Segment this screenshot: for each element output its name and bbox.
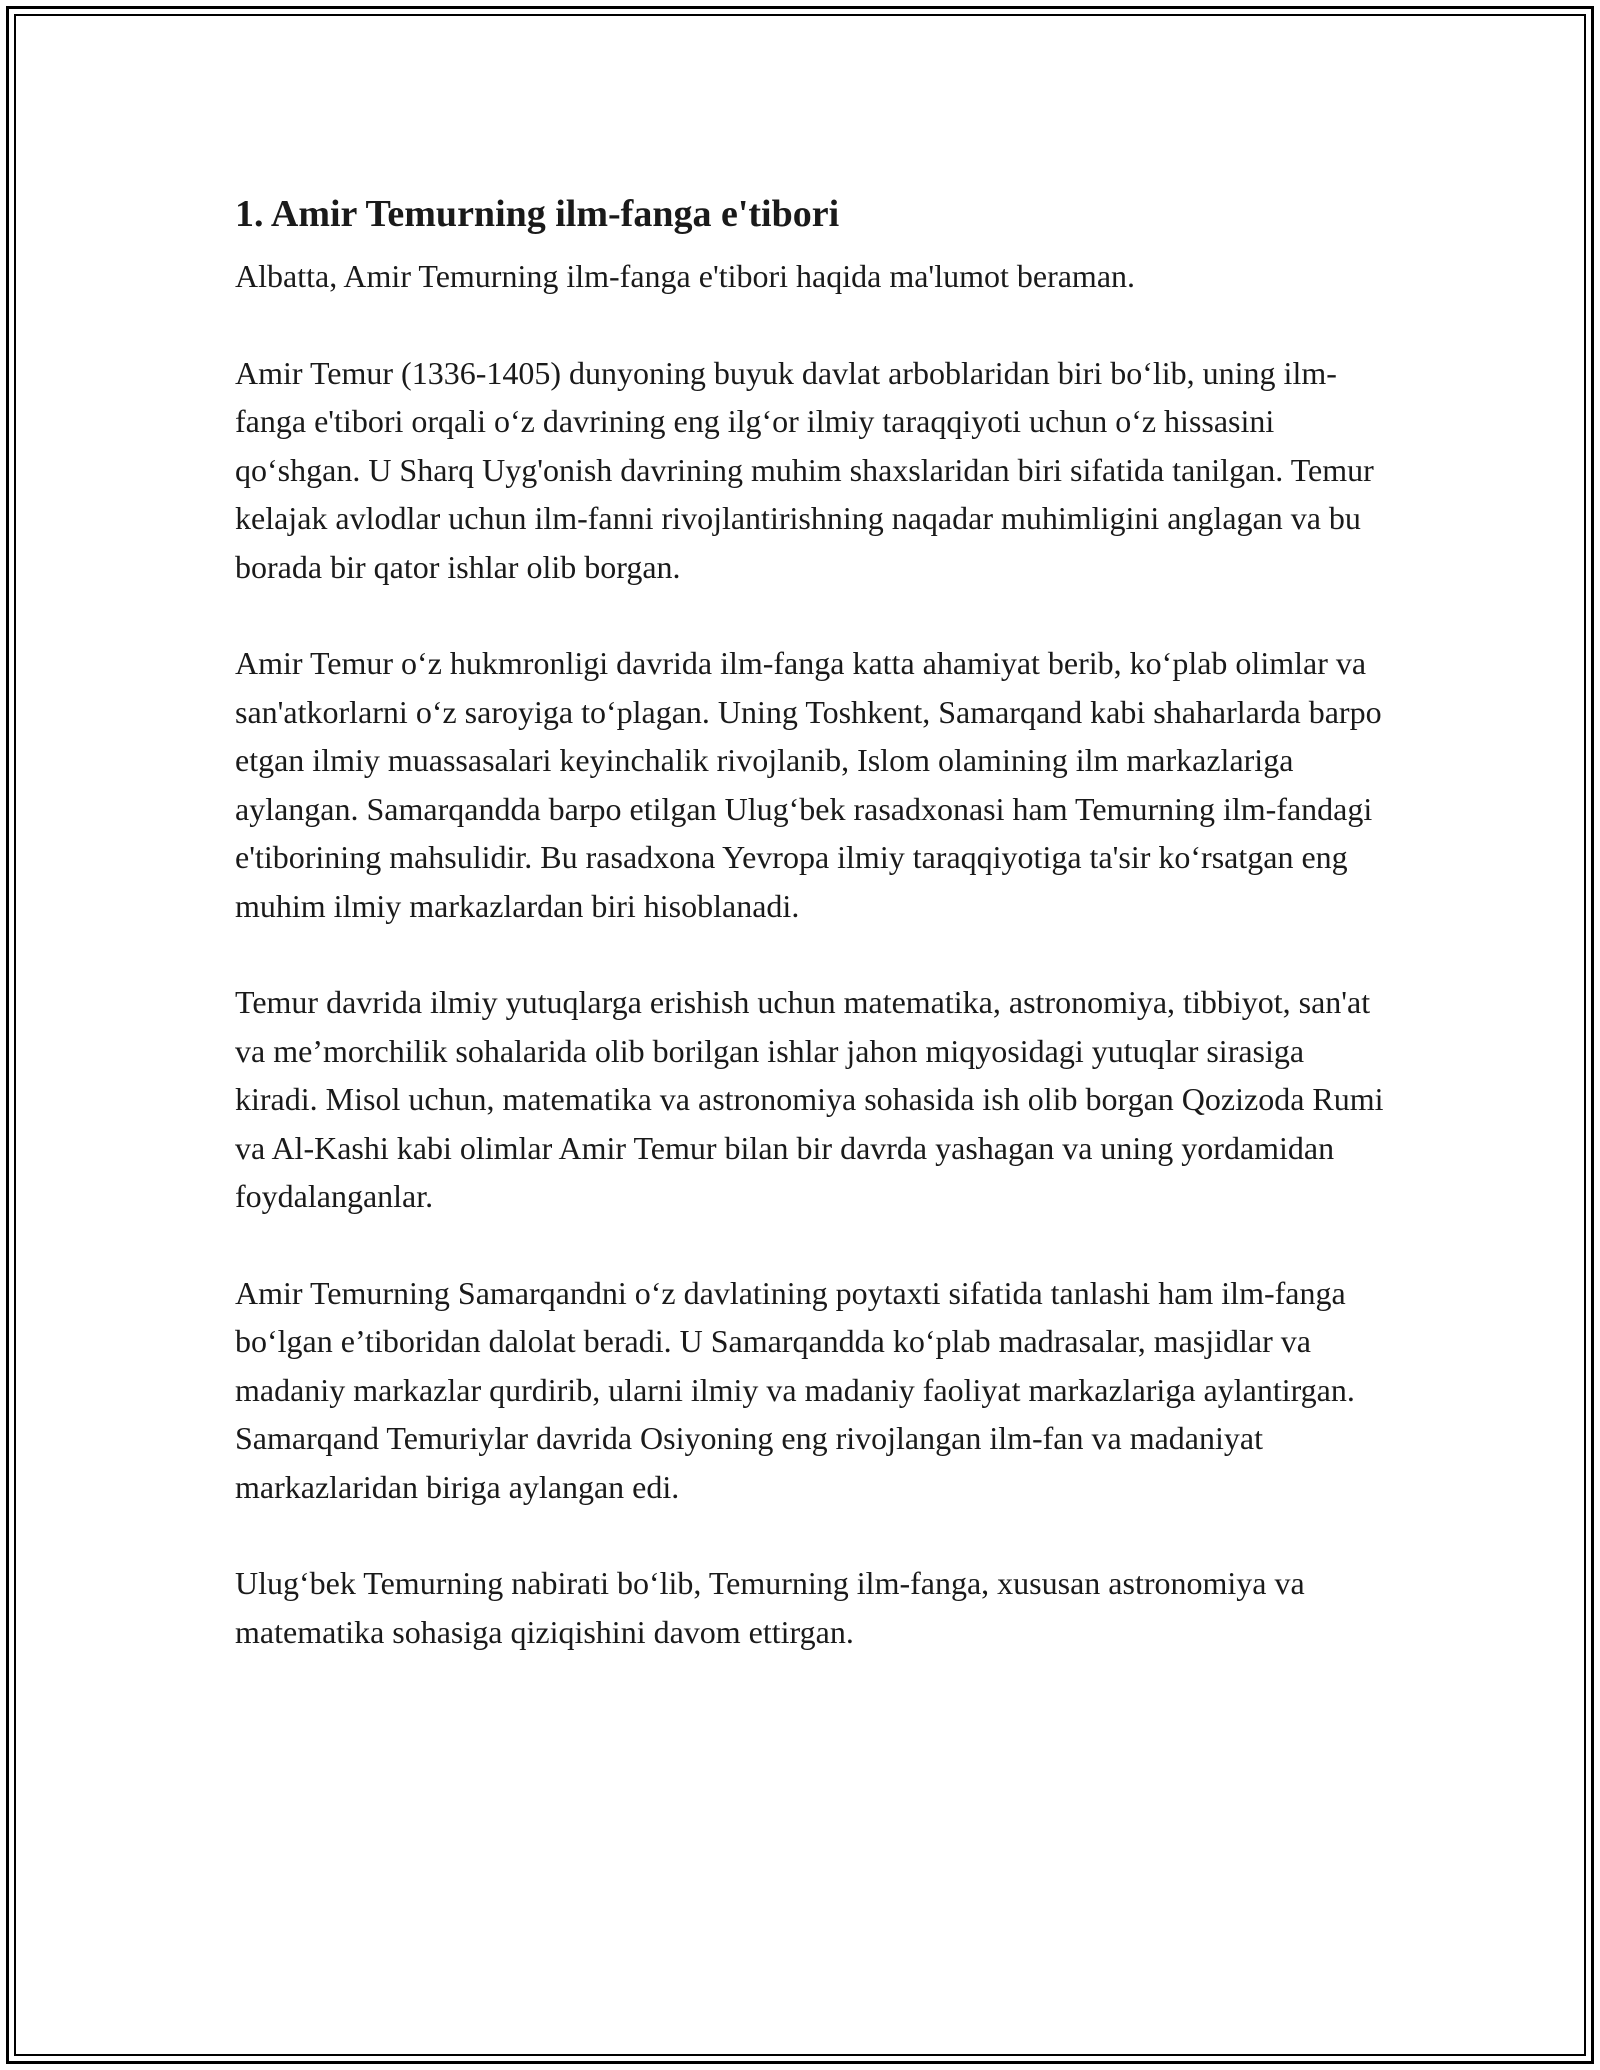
intro-paragraph: Albatta, Amir Temurning ilm-fanga e'tibori haqida ma'lumot beraman. [235, 258, 1136, 294]
document-page [235, 185, 1385, 1656]
paragraph-3: Temur davrida ilmiy yutuqlarga erishish uchun matematika, astronomiya, tibbiyot, san'at va me’morchilik sohalarida olib borilgan ishlar jahon miqyosidagi yutuqlar sirasiga kiradi. Misol uchun, matematika va astronomiya sohasida ish olib borgan Qozizoda Rumi va Al-Kashi kabi olimlar Amir Temur bilan bir davrda yashagan va uning yordamidan foydalanganlar. [235, 984, 1384, 1214]
paragraph-5: Ulug‘bek Temurning nabirati bo‘lib, Temurning ilm-fanga, xususan astronomiya va matematika sohasiga qiziqishini davom ettirgan. [235, 1565, 1305, 1650]
paragraph-4: Amir Temurning Samarqandni o‘z davlatining poytaxti sifatida tanlashi ham ilm-fanga bo‘lgan e’tiboridan dalolat beradi. U Samarqandda ko‘plab madrasalar, masjidlar va madaniy markazlar qurdirib, ularni ilmiy va madaniy faoliyat markazlariga aylantirgan. Samarqand Temuriylar davrida Osiyoning eng rivojlangan ilm-fan va madaniyat markazlaridan biriga aylangan edi. [235, 1274, 1355, 1505]
paragraph-1: Amir Temur (1336-1405) dunyoning buyuk davlat arboblaridan biri bo‘lib, uning ilm-fanga e'tibori orqali o‘z davrining eng ilg‘or ilmiy taraqqiyoti uchun o‘z hissasini qo‘shgan. U Sharq Uyg'onish davrining muhim shaxslaridan biri sifatida tanilgan. Temur kelajak avlodlar uchun ilm-fanni rivojlantirishning naqadar muhimligini anglagan va bu borada bir qator ishlar olib borgan. [235, 354, 1374, 585]
section-heading: 1. Amir Temurning ilm-fanga e'tibori [235, 193, 840, 235]
paragraph-2: Amir Temur o‘z hukmronligi davrida ilm-fanga katta ahamiyat berib, ko‘plab olimlar va san'atkorlarni o‘z saroyiga to‘plagan. Uning Toshkent, Samarqand kabi shaharlarda barpo etgan ilmiy muassasalari keyinchalik rivojlanib, Islom olamining ilm markazlariga aylangan. Samarqandda barpo etilgan Ulug‘bek rasadxonasi ham Temurning ilm-fandagi e'tiborining mahsulidir. Bu rasadxona Yevropa ilmiy taraqqiyotiga ta'sir ko‘rsatgan eng muhim ilmiy markazlardan biri hisoblanadi. [235, 645, 1382, 924]
